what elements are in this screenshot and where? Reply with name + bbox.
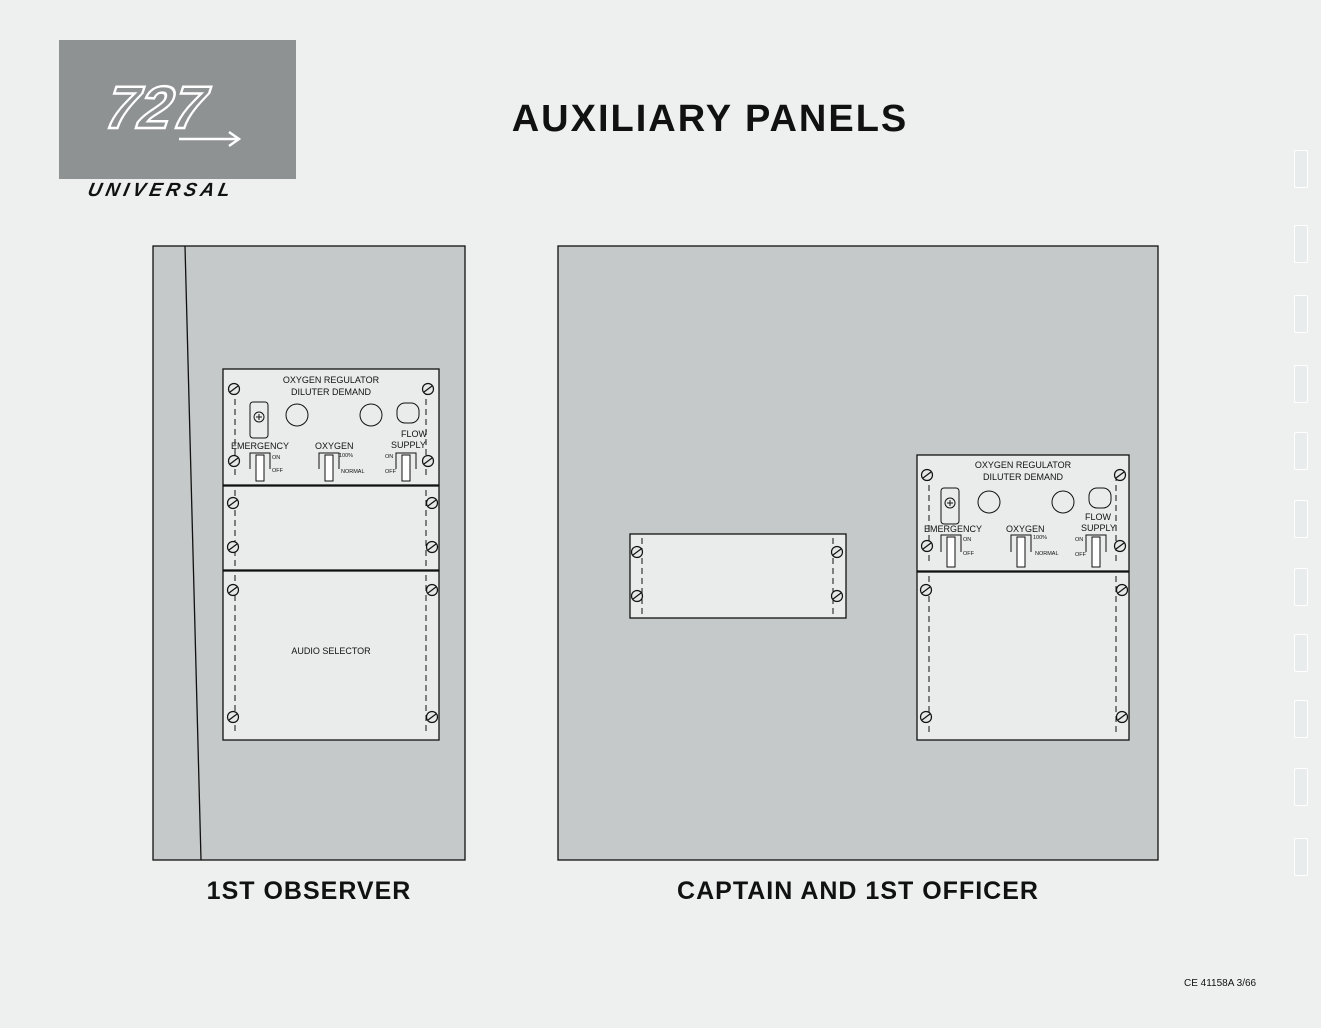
flow-label: FLOW: [1085, 512, 1111, 522]
observer-oxygen-regulator: [223, 369, 439, 485]
flow-on-label: ON: [1075, 537, 1084, 543]
binding-tab: [1294, 295, 1308, 333]
regulator-title-1: OXYGEN REGULATOR: [282, 375, 380, 385]
oxygen-normal-label: NORMAL: [1035, 551, 1059, 557]
document-code: CE 41158A 3/66: [1184, 978, 1257, 989]
oxygen-label: OXYGEN: [1006, 524, 1045, 534]
audio-selector-module: [223, 571, 439, 740]
audio-selector-label: AUDIO SELECTOR: [291, 646, 371, 656]
emergency-label: EMERGENCY: [924, 524, 983, 534]
binding-tab: [1294, 768, 1308, 806]
supply-label: SUPPLY: [1081, 523, 1116, 533]
observer-blank-module: [223, 486, 439, 570]
flow-off-label: OFF: [1075, 552, 1086, 558]
binding-tab: [1294, 500, 1308, 538]
logo-wordmark: UNIVERSAL: [85, 180, 237, 201]
oxygen-label: OXYGEN: [315, 441, 354, 451]
captain-oxygen-regulator: [917, 455, 1129, 571]
emergency-label: EMERGENCY: [231, 441, 290, 451]
flow-on-label: ON: [385, 454, 394, 460]
captain-blank-module: [630, 534, 846, 618]
emergency-on-label: ON: [963, 537, 972, 543]
oxygen-100-label: 100%: [339, 453, 354, 459]
caption-observer: 1ST OBSERVER: [206, 877, 412, 905]
regulator-title-1: OXYGEN REGULATOR: [974, 460, 1072, 470]
logo-number: 727: [95, 74, 218, 142]
binding-tab: [1294, 634, 1308, 672]
page-title: AUXILIARY PANELS: [511, 98, 909, 140]
emergency-on-label: ON: [272, 455, 281, 461]
binding-tab: [1294, 432, 1308, 470]
emergency-off-label: OFF: [963, 551, 974, 557]
regulator-title-2: DILUTER DEMAND: [290, 387, 372, 397]
oxygen-normal-label: NORMAL: [341, 469, 365, 475]
caption-captain-officer: CAPTAIN AND 1ST OFFICER: [677, 877, 1039, 905]
binding-tab: [1294, 838, 1308, 876]
flow-label: FLOW: [401, 429, 427, 439]
supply-label: SUPPLY: [391, 440, 426, 450]
regulator-title-2: DILUTER DEMAND: [982, 472, 1064, 482]
binding-tab: [1294, 365, 1308, 403]
binding-tab: [1294, 150, 1308, 188]
binding-tab: [1294, 700, 1308, 738]
oxygen-100-label: 100%: [1033, 535, 1048, 541]
flow-off-label: OFF: [385, 469, 396, 475]
binding-tab: [1294, 568, 1308, 606]
emergency-off-label: OFF: [272, 468, 283, 474]
binding-tab: [1294, 225, 1308, 263]
captain-lower-module: [917, 572, 1129, 740]
